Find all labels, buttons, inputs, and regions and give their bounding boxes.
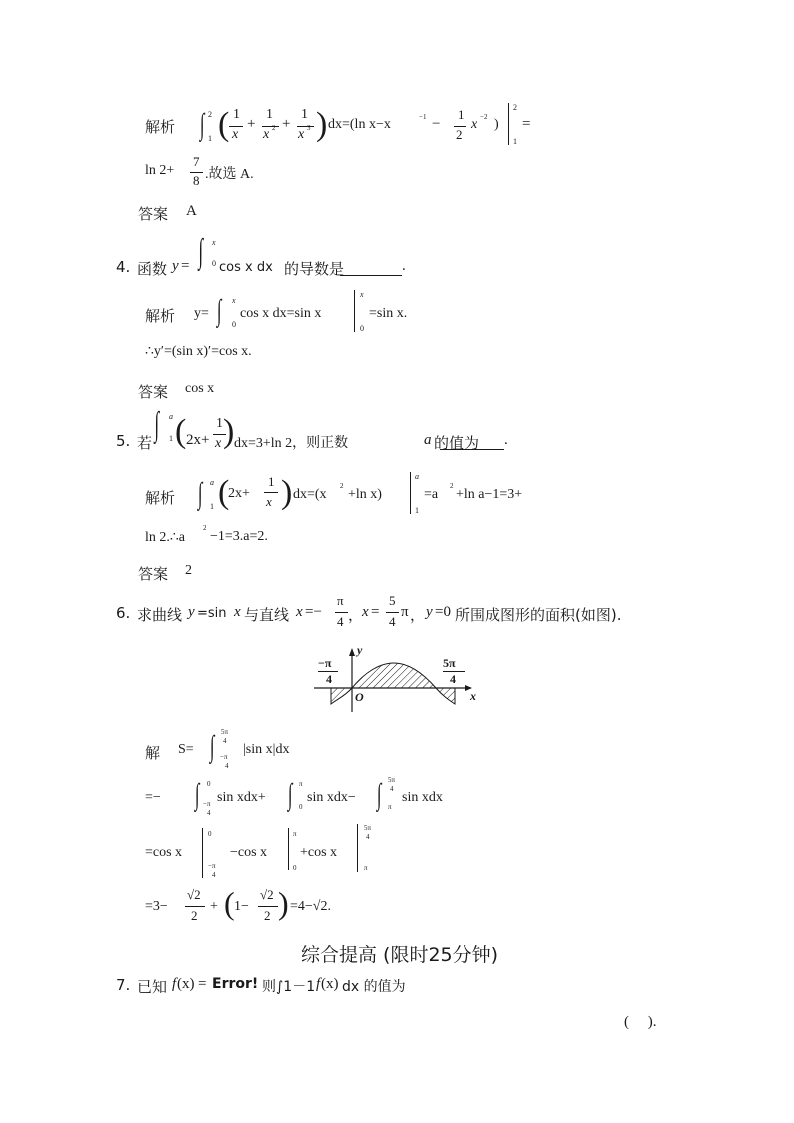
expr-text: 1− — [234, 899, 249, 914]
integral-lower: 0 — [212, 259, 216, 268]
period: . — [402, 258, 406, 274]
right-paren: ) — [223, 413, 235, 450]
question-text: 求曲线 — [137, 606, 183, 624]
exponent: 2 — [340, 482, 344, 490]
expr-text: dx=(x — [293, 487, 327, 502]
integral-sign: ∫ — [216, 294, 222, 327]
expr-text: S= — [178, 742, 194, 757]
frac2-num: 1 — [266, 107, 273, 122]
expr-text: −1=3.a=2. — [210, 529, 268, 544]
expr-x: x — [471, 117, 478, 132]
x-axis-label: x — [470, 689, 476, 703]
expr-text: ln 2.∴a — [145, 530, 186, 545]
integral-upper: x — [212, 238, 216, 247]
frac-num: √2 — [187, 887, 201, 902]
exponent: −1 — [419, 113, 427, 121]
limit-den: 4 — [212, 871, 216, 879]
equals-sign: = — [522, 116, 531, 132]
expr-text: sin xdx — [402, 790, 443, 805]
eval-bar — [357, 824, 358, 872]
integral-lower: 0 — [232, 320, 236, 329]
frac2-exp: 2 — [272, 124, 276, 132]
limit-den: 4 — [207, 809, 211, 817]
expr-text: =− — [145, 790, 161, 805]
frac-num: π — [337, 593, 344, 608]
expr-text: .故选 A. — [205, 167, 254, 182]
expr-text: =a — [424, 487, 439, 502]
frac-num: 1 — [268, 474, 275, 489]
left-paren: ( — [218, 106, 230, 143]
eval-upper: a — [415, 472, 419, 481]
question-text: 所围成图形的面积(如图). — [455, 606, 622, 624]
half-den: 2 — [456, 127, 463, 142]
eval-upper: 2 — [513, 103, 517, 112]
answer-value: 2 — [185, 563, 192, 578]
integral-sign: ∫ — [287, 778, 293, 811]
answer-label: 答案 — [138, 565, 169, 583]
expr-text: |sin x|dx — [243, 742, 290, 757]
question-number: 7. — [116, 976, 131, 994]
limit-num: 5π — [364, 824, 372, 832]
var-x: x — [362, 604, 369, 620]
frac1-den: x — [232, 127, 239, 142]
equals-sign: = — [181, 258, 190, 274]
question-text: 若 — [137, 434, 153, 452]
expr-text: =sin x. — [369, 306, 408, 321]
integral-sign: ∫ — [197, 477, 203, 510]
left-paren: ( — [175, 413, 187, 450]
limit-num: 5π — [221, 728, 229, 736]
expr-text: (x) — [321, 976, 339, 992]
expr-text: cos x dx=sin x — [240, 306, 322, 321]
integral-lower: 1 — [210, 502, 214, 511]
frac-num: 5 — [389, 593, 396, 608]
exponent: 2 — [450, 482, 454, 490]
answer-label: 答案 — [138, 383, 169, 401]
left-paren: ( — [218, 474, 230, 511]
question-text: dx 的值为 — [342, 979, 406, 995]
eval-lower: π — [364, 864, 368, 872]
frac2-den: x — [263, 127, 270, 142]
frac-num: √2 — [260, 887, 274, 902]
answer-value: A — [186, 203, 197, 219]
integral-sign: ∫ — [209, 730, 215, 763]
solution-label: 解析 — [145, 307, 176, 325]
expr-text: ln 2+ — [145, 163, 175, 178]
exponent: 2 — [203, 524, 207, 532]
answer-label: 答案 — [138, 205, 169, 223]
limit-num: −π — [203, 800, 211, 808]
expr-text: y= — [194, 306, 209, 321]
expr-text: =cos x — [145, 845, 183, 860]
expr-text: dx=3+ln 2，则正数 — [234, 436, 349, 451]
frac3-exp: 3 — [307, 124, 311, 132]
right-paren: ) — [316, 106, 328, 143]
eval-upper: 0 — [208, 830, 212, 838]
left-paren: ( — [224, 885, 235, 921]
choice-bracket[interactable]: ( ). — [624, 1014, 657, 1030]
var-y: y — [172, 258, 179, 274]
frac-num: 1 — [216, 416, 223, 431]
eval-bar — [202, 828, 203, 878]
frac-den: x — [215, 436, 222, 451]
error-text: Error! — [212, 976, 259, 992]
expr-text: =sin — [197, 606, 227, 621]
integral-sign: ∫ — [199, 108, 205, 141]
frac-den: 4 — [337, 614, 344, 629]
expr-text: +ln x) — [348, 487, 382, 502]
frac-bar — [185, 906, 205, 907]
integral-sign: ∫ — [198, 233, 203, 270]
question-text: 的导数是 — [284, 260, 345, 278]
expr-text: =− — [305, 604, 322, 620]
expr-text: 2x+ — [228, 486, 250, 501]
exponent: −2 — [480, 113, 488, 121]
frac3-num: 1 — [301, 107, 308, 122]
solution-label: 解析 — [145, 489, 176, 507]
limit-num: −π — [220, 753, 228, 761]
expr-text: (x) — [177, 976, 195, 992]
comma: ， — [348, 606, 364, 624]
expr-text: −cos x — [230, 845, 268, 860]
var-x: x — [296, 604, 303, 620]
frac-den: 4 — [389, 614, 396, 629]
frac-den: 2 — [264, 908, 271, 923]
integral-upper: π — [299, 780, 303, 788]
answer-value: cos x — [185, 381, 215, 396]
expr-text: =0 — [435, 604, 451, 620]
close-paren: ) — [494, 117, 499, 132]
var-y: y — [426, 604, 433, 620]
comma: ， — [410, 606, 426, 624]
frac-den: x — [266, 494, 272, 509]
integral-upper: 2 — [208, 110, 212, 119]
expr-text: sin xdx− — [307, 790, 356, 805]
integral-lower: 1 — [208, 134, 212, 143]
frac-num: 7 — [193, 154, 200, 169]
expr-text: 2x+ — [186, 432, 210, 448]
expr-text: dx=(ln x−x — [328, 117, 391, 132]
left-bound-den: 4 — [326, 672, 332, 686]
frac-bar — [258, 906, 278, 907]
question-number: 5. — [116, 432, 131, 450]
eval-upper: π — [293, 830, 297, 838]
right-bound-num: 5π — [443, 656, 456, 670]
expr-text: =4−√2. — [290, 899, 331, 914]
minus-sign: − — [432, 116, 441, 132]
period: . — [504, 432, 508, 448]
question-text: 已知 — [137, 978, 168, 996]
integral-lower: 1 — [169, 434, 173, 443]
question-number: 6. — [116, 604, 131, 622]
origin-label: O — [355, 690, 364, 704]
integral-lower: π — [388, 803, 392, 811]
left-bound-num: −π — [318, 656, 332, 670]
frac3-den: x — [298, 127, 305, 142]
integral-lower: 0 — [299, 803, 303, 811]
limit-den: 4 — [223, 737, 227, 745]
eval-bar — [288, 828, 289, 870]
eval-upper: x — [360, 290, 364, 299]
integral-sign: ∫ — [194, 778, 200, 811]
plus-sign: + — [282, 116, 291, 132]
equals-sign: = — [198, 976, 207, 992]
var-y: y — [188, 604, 195, 620]
var-f: f — [172, 976, 177, 992]
limit-num: 5π — [388, 776, 396, 784]
plus-sign: + — [247, 116, 256, 132]
expr-text: =3− — [145, 899, 168, 914]
integral-upper: 0 — [207, 780, 211, 788]
expr-text: ∴y′=(sin x)′=cos x. — [145, 344, 252, 359]
limit-num: −π — [208, 862, 216, 870]
question-text: 则∫1－1 — [262, 979, 316, 995]
var-x: x — [234, 604, 241, 620]
solution-label: 解析 — [145, 118, 176, 136]
eval-lower: 1 — [513, 137, 517, 146]
limit-den: 4 — [366, 833, 370, 841]
frac1-num: 1 — [233, 107, 240, 122]
question-text: 的值为 — [434, 434, 480, 452]
pi-symbol: π — [401, 604, 409, 620]
expr-text: sin xdx+ — [217, 790, 266, 805]
frac-den: 2 — [191, 908, 198, 923]
question-text: 与直线 — [244, 606, 290, 624]
right-paren: ) — [278, 885, 289, 921]
expr-text: +ln a−1=3+ — [456, 487, 523, 502]
question-number: 4. — [116, 258, 131, 276]
question-text: 函数 — [137, 260, 168, 278]
eval-lower: 0 — [293, 864, 297, 872]
limit-den: 4 — [390, 785, 394, 793]
y-axis-label: y — [357, 643, 363, 657]
right-paren: ) — [281, 474, 293, 511]
integral-upper: x — [232, 296, 236, 305]
limit-den: 4 — [225, 762, 229, 770]
equals-sign: = — [371, 604, 380, 620]
section-heading: 综合提高 (限时25分钟) — [301, 944, 499, 966]
var-a: a — [424, 432, 432, 448]
expr-text: + — [210, 899, 218, 914]
integral-sign: ∫ — [376, 778, 382, 811]
solution-label: 解 — [145, 744, 161, 762]
integrand: cos x dx — [219, 260, 273, 275]
var-f: f — [316, 976, 321, 992]
integral-upper: a — [210, 478, 214, 487]
integral-upper: a — [169, 412, 173, 421]
expr-text: +cos x — [300, 845, 338, 860]
frac-den: 8 — [193, 173, 200, 188]
integral-sign: ∫ — [154, 406, 159, 443]
half-num: 1 — [458, 107, 465, 122]
right-bound-den: 4 — [450, 672, 456, 686]
eval-lower: 0 — [360, 324, 364, 333]
eval-lower: 1 — [415, 506, 419, 515]
